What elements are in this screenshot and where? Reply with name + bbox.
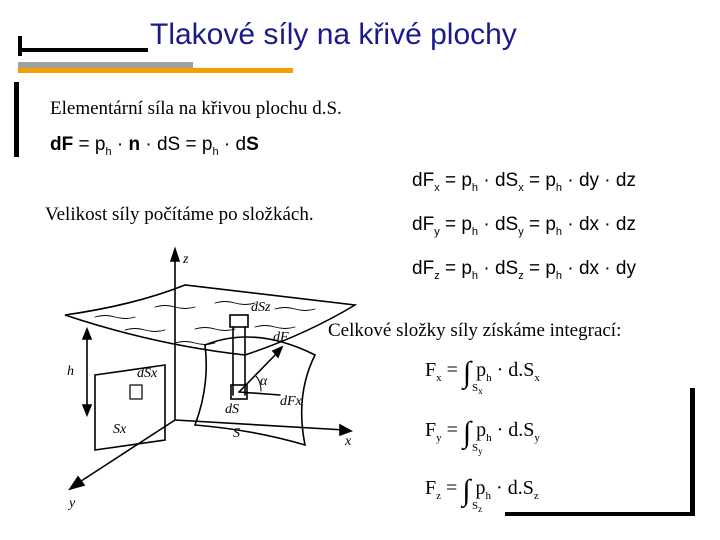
frame-bar-right: [690, 388, 695, 516]
label-z: z: [183, 252, 189, 267]
dSz-element: [230, 315, 248, 327]
integral-y: $F_y$ = ∫ $p_h \cdot d.S_y$ $S_y$: [425, 416, 540, 457]
label-Sx: Sx: [113, 422, 127, 437]
integral-z: $F_z$ = ∫ $p_h \cdot d.S_z$ $S_z$: [425, 474, 539, 515]
label-x: x: [345, 434, 352, 449]
label-h: h: [67, 364, 74, 379]
surface-sketch: [55, 245, 365, 515]
label-dFx: dFx: [280, 394, 302, 409]
label-y: y: [69, 496, 76, 511]
frame-bar-top: [18, 48, 148, 52]
y-arrow-icon: [70, 477, 84, 489]
curved-surface: [195, 337, 315, 445]
label-dF: dF: [273, 330, 289, 345]
page-title: Tlakové síly na křivé plochy: [150, 18, 517, 51]
label-dSx: dSx: [137, 366, 158, 381]
component-eq-y: $dF_y = p_h \cdot dS_y = p_h$ · dx · dz: [412, 214, 636, 238]
label-alpha: α: [260, 374, 268, 389]
frame-bar-orange: [18, 68, 293, 73]
main-formula: dF = $p_h \cdot n$ · dS = $p_h$ · dS: [50, 134, 259, 158]
component-eq-x: $dF_x = p_h \cdot dS_x = p_h$ · dy · dz: [412, 170, 636, 194]
integration-text: Celkové složky síly získáme integrací:: [328, 320, 622, 341]
label-dS: dS: [225, 402, 239, 417]
formula-normal: n: [128, 134, 141, 155]
label-S: S: [233, 426, 240, 441]
frame-bar-left: [14, 82, 19, 157]
integral-x: $F_x$ = ∫ $p_h \cdot d.S_x$ $S_x$: [425, 356, 540, 397]
intro-text: Elementární síla na křivou plochu d.S.: [50, 98, 342, 119]
label-dSz: dSz: [251, 300, 271, 315]
components-text: Velikost síly počítáme po složkách.: [45, 204, 314, 225]
z-arrow-icon: [171, 249, 179, 261]
formula-dF: dF: [50, 134, 74, 155]
dSx-element: [130, 385, 142, 399]
frame-bar-top-left: [18, 36, 22, 56]
component-eq-z: $dF_z = p_h \cdot dS_z = p_h$ · dx · dy: [412, 258, 636, 282]
